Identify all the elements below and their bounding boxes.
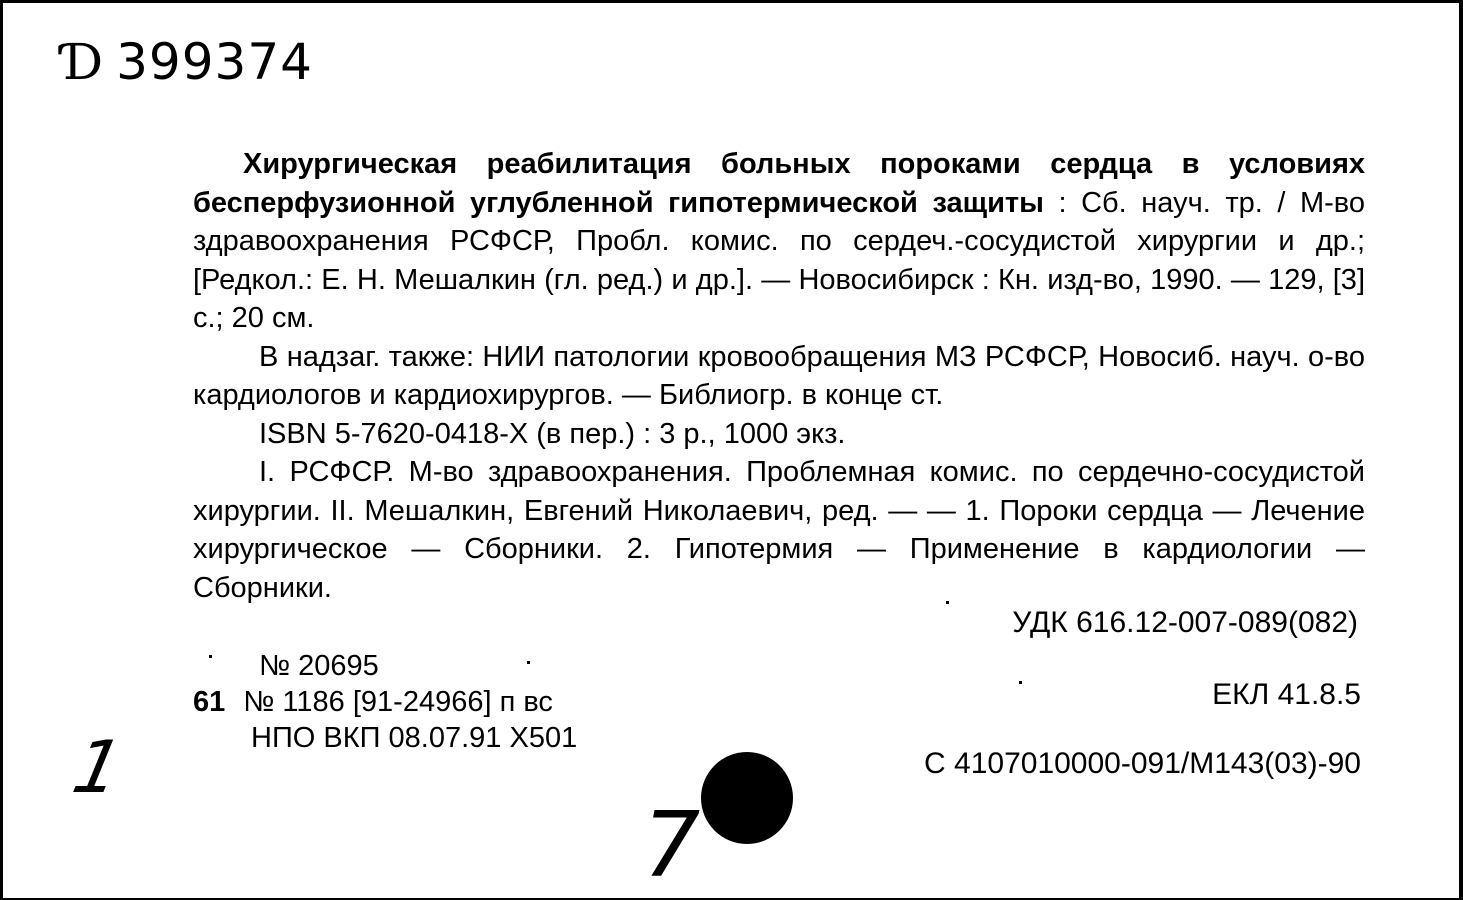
dust-speck <box>209 655 212 658</box>
registry-line-2-text: № 1186 [91-24966] п вс <box>243 686 553 718</box>
card-number <box>63 33 313 91</box>
punch-hole <box>701 752 793 844</box>
registry-line-3: НПО ВКП 08.07.91 Х501 <box>251 722 578 754</box>
dust-speck <box>1019 681 1022 684</box>
entry-tracings: I. РСФСР. М-во здравоохранения. Проблемная комис. по сердечно-сосудистой хирургии. II. Мешалкин, Евгений Николаевич, ред. — — 1. Пороки сердца — Лечение хирургическое — Сборники. 2. Гипотермия — Применение в кардиологии — Сборники. <box>193 456 1365 604</box>
catalog-code: С 4107010000-091/М143(03)-90 <box>924 747 1361 780</box>
udk-code: УДК 616.12-007-089(082) <box>1012 606 1358 639</box>
entry-description: : Сб. науч. тр. / М-во здравоохранения РСФСР, Пробл. комис. по сердеч.-сосудистой хирургии и др.; [Редкол.: Е. Н. Мешалкин (гл. ред.) и др.]. — Новосибирск : Кн. изд-во, 1990. — 129, [3] с.; 20 см. <box>193 186 1366 334</box>
entry-note: В надзаг. также: НИИ патологии кровообращения МЗ РСФСР, Новосиб. науч. о-во кардиологов и кардиохирургов. — Библиогр. в конце ст. <box>193 340 1365 411</box>
bibliographic-entry <box>193 145 1365 607</box>
dust-speck <box>946 601 949 604</box>
main-description <box>193 145 1365 338</box>
entry-isbn: ISBN 5-7620-0418-X (в пер.) : 3 р., 1000 экз. <box>259 417 846 450</box>
card-number-value: 399374 <box>116 33 313 91</box>
registry-block <box>193 648 577 756</box>
registry-line-1: № 20695 <box>259 650 379 682</box>
ekl-code: ЕКЛ 41.8.5 <box>1212 678 1361 711</box>
card-number-prefix: Ɗ <box>63 33 105 91</box>
dust-speck <box>527 661 530 664</box>
registry-line-2 <box>193 684 577 720</box>
handwritten-mark-seven: 7 <box>643 793 701 898</box>
registry-line-2-prefix: 61 <box>193 686 226 718</box>
handwritten-mark-one: 1 <box>66 725 130 809</box>
entry-title: Хирургическая реабилитация больных пороками сердца в условиях бесперфузионной углубленной гипотермической защиты <box>193 148 1365 219</box>
